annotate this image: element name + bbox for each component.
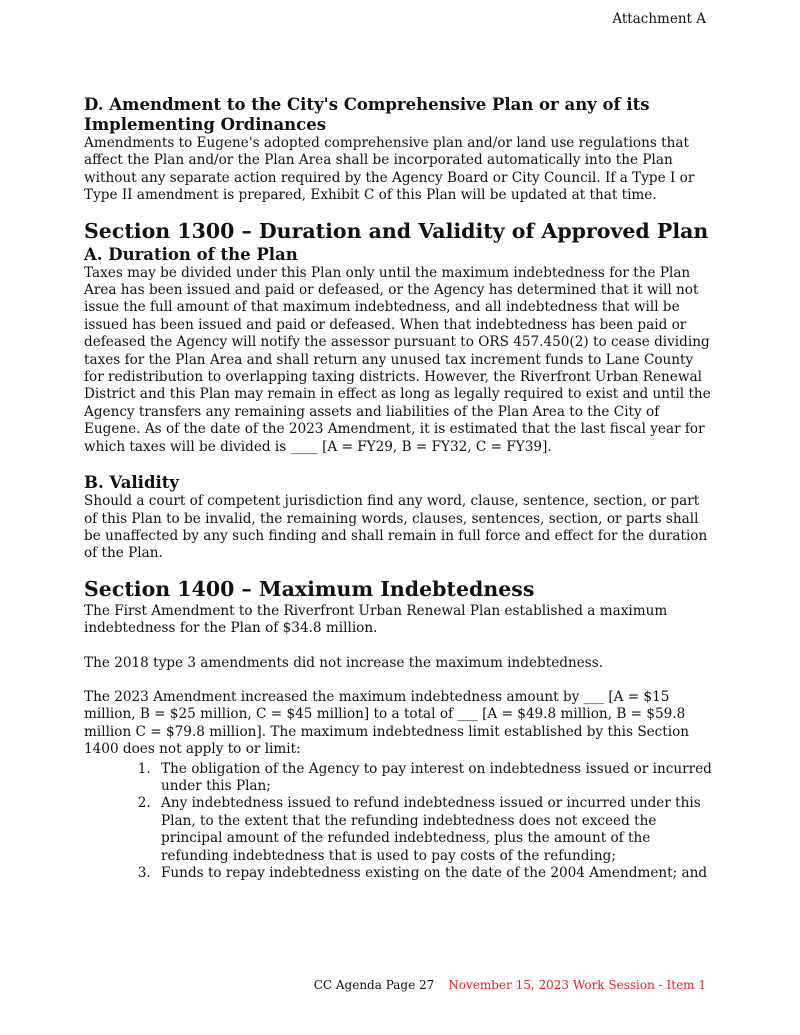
validity-heading: B. Validity (84, 473, 179, 493)
duration-body: Taxes may be divided under this Plan only until the maximum indebtedness for the Plan Area has been issued and paid or defeased, or the Agency has determined that it will not issue the full amount of that maximum indebtedness, and all indebtedness that will be issued has been issued and paid or defeased. When that indebtedness has been paid or defeased the Agency will notify the assessor pursuant to ORS 457.450(2) to cease dividing taxes for the Plan Area and shall return any unused tax increment funds to Lane County for redistribution to overlapping taxing districts. However, the Riverfront Urban Renewal District and this Plan may remain in effect as long as legally required to exist and until the Agency transfers any remaining assets and liabilities of the Plan Area to the City of Eugene. As of the date of the 2023 Amendment, it is estimated that the last fiscal year for which taxes will be divided is ____ [A = FY29, B = FY32, C = FY39]. (84, 264, 711, 455)
duration-heading: A. Duration of the Plan (84, 244, 298, 264)
section-1400-title: Section 1400 – Maximum Indebtedness (84, 576, 535, 601)
attachment-label: Attachment A (612, 11, 706, 27)
section-d-heading: D. Amendment to the City's Comprehensive Plan or any of its Implementing Ordinances (84, 95, 650, 134)
section-1300-title: Section 1300 – Duration and Validity of Approved Plan (84, 218, 709, 243)
document-body (84, 95, 714, 882)
footer-session: November 15, 2023 Work Session - Item 1 (448, 978, 706, 992)
max-indebtedness-para-1: The First Amendment to the Riverfront Urban Renewal Plan established a maximum indebtedness for the Plan of $34.8 million. (84, 602, 668, 637)
footer (314, 978, 706, 992)
list-item: 3. Funds to repay indebtedness existing on the date of the 2004 Amendment; and (155, 865, 714, 882)
list-item: 1. The obligation of the Agency to pay interest on indebtedness issued or incurred under this Plan; (155, 761, 714, 796)
footer-page-number: CC Agenda Page 27 (313, 978, 435, 992)
max-indebtedness-para-3: The 2023 Amendment increased the maximum indebtedness amount by ___ [A = $15 million, B = $25 million, C = $45 million] to a total of ___ [A = $49.8 million, B = $59.8 million C = $79.8 million]. The maximum indebtedness limit established by this Section 1400 does not apply to or limit: (84, 688, 690, 758)
list-item: 2. Any indebtedness issued to refund indebtedness issued or incurred under this Plan, to the extent that the refunding indebtedness does not exceed the principal amount of the refunded indebtedness, plus the amount of the refunding indebtedness that is used to pay costs of the refunding; (155, 795, 714, 865)
max-indebtedness-para-2: The 2018 type 3 amendments did not increase the maximum indebtedness. (84, 654, 604, 671)
validity-body: Should a court of competent jurisdiction find any word, clause, sentence, section, or part of this Plan to be invalid, the remaining words, clauses, sentences, section, or parts shall be unaffected by any such finding and shall remain in full force and effect for the duration of the Plan. (84, 493, 708, 562)
section-d-body: Amendments to Eugene's adopted comprehensive plan and/or land use regulations that affect the Plan and/or the Plan Area shall be incorporated automatically into the Plan without any separate action required by the Agency Board or City Council. If a Type I or Type II amendment is prepared, Exhibit C of this Plan will be updated at that time. (84, 135, 695, 204)
limit-exclusions-list (84, 761, 714, 883)
